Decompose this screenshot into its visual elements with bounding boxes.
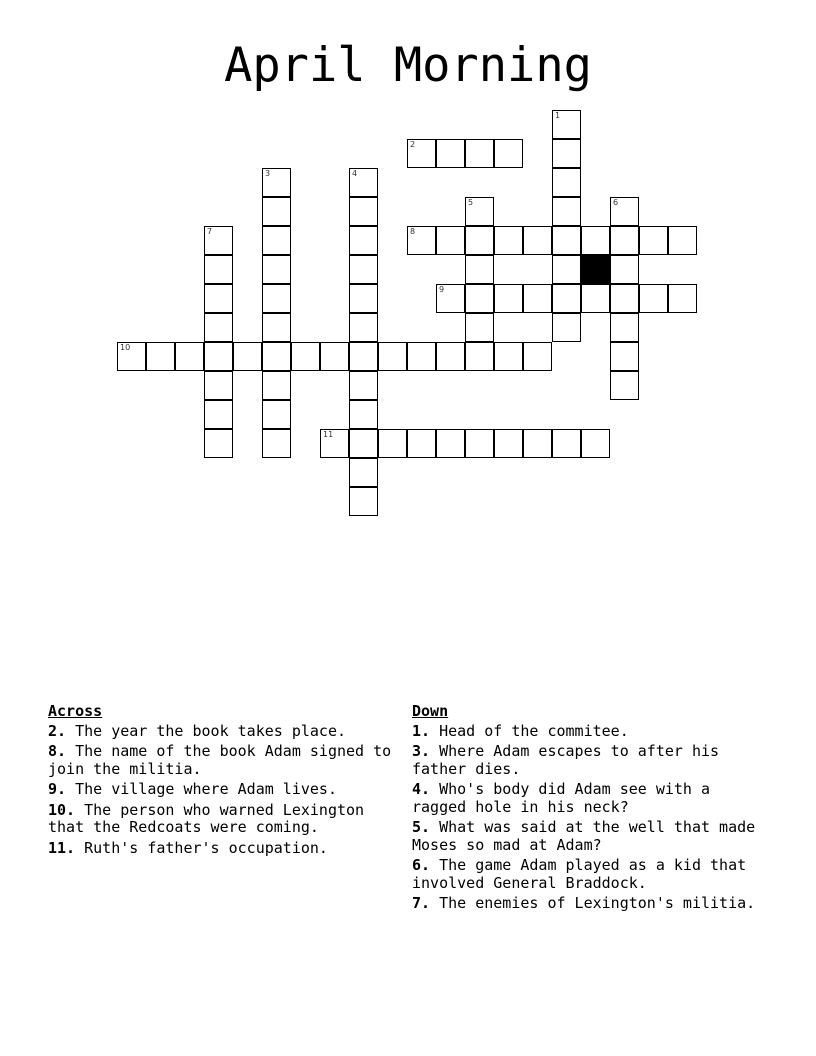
grid-cell[interactable]	[436, 226, 465, 255]
grid-cell[interactable]	[639, 284, 668, 313]
clue-text: Who's body did Adam see with a ragged hole in his neck?	[412, 780, 711, 816]
grid-cell[interactable]	[465, 255, 494, 284]
grid-cell[interactable]	[291, 342, 320, 371]
grid-cell[interactable]	[204, 284, 233, 313]
grid-cell[interactable]	[610, 342, 639, 371]
grid-cell[interactable]	[552, 197, 581, 226]
down-clue	[412, 743, 762, 778]
grid-cell[interactable]	[262, 255, 291, 284]
across-clue	[48, 723, 408, 741]
clue-text: The village where Adam lives.	[66, 780, 337, 798]
grid-cell[interactable]	[494, 139, 523, 168]
clue-number: 9.	[48, 780, 67, 798]
grid-cell[interactable]	[465, 284, 494, 313]
grid-cell[interactable]	[204, 429, 233, 458]
grid-cell[interactable]	[349, 197, 378, 226]
grid-cell[interactable]	[349, 487, 378, 516]
grid-cell[interactable]	[436, 342, 465, 371]
grid-cell[interactable]	[407, 226, 436, 255]
grid-cell[interactable]	[465, 313, 494, 342]
grid-cell[interactable]	[262, 342, 291, 371]
clue-number: 6.	[412, 856, 431, 874]
across-clue	[48, 840, 408, 858]
grid-cell[interactable]	[610, 371, 639, 400]
grid-cell[interactable]	[581, 226, 610, 255]
grid-cell[interactable]	[378, 429, 407, 458]
grid-cell[interactable]	[204, 255, 233, 284]
clue-number: 5	[468, 198, 474, 207]
black-square	[581, 255, 610, 284]
grid-cell[interactable]	[349, 371, 378, 400]
grid-cell[interactable]	[465, 429, 494, 458]
clue-number: 11	[323, 430, 334, 439]
grid-cell[interactable]	[262, 284, 291, 313]
grid-cell[interactable]	[523, 284, 552, 313]
clue-number: 10.	[48, 800, 76, 819]
grid-cell[interactable]	[262, 197, 291, 226]
grid-cell[interactable]	[668, 284, 697, 313]
grid-cell[interactable]	[436, 139, 465, 168]
grid-cell[interactable]	[262, 226, 291, 255]
down-clues	[412, 703, 762, 916]
grid-cell[interactable]	[552, 226, 581, 255]
grid-cell[interactable]	[349, 226, 378, 255]
clue-number: 9	[439, 285, 445, 294]
grid-cell[interactable]	[349, 168, 378, 197]
clue-number: 4	[352, 169, 358, 178]
grid-cell[interactable]	[552, 255, 581, 284]
grid-cell[interactable]	[552, 284, 581, 313]
grid-cell[interactable]	[233, 342, 262, 371]
clue-number: 3.	[412, 742, 431, 760]
puzzle-title: April Morning	[224, 38, 592, 93]
clue-number: 2.	[48, 721, 67, 740]
down-clue-list	[412, 723, 762, 913]
grid-cell[interactable]	[117, 342, 146, 371]
grid-cell[interactable]	[523, 226, 552, 255]
clue-text: Ruth's father's occupation.	[75, 838, 328, 857]
clue-number: 11.	[48, 838, 76, 857]
grid-cell[interactable]	[610, 226, 639, 255]
grid-cell[interactable]	[320, 429, 349, 458]
grid-cell[interactable]	[349, 400, 378, 429]
clue-number: 8.	[48, 742, 67, 760]
clue-number: 7	[207, 227, 213, 236]
grid-cell[interactable]	[349, 284, 378, 313]
grid-cell[interactable]	[407, 139, 436, 168]
grid-cell[interactable]	[610, 284, 639, 313]
grid-cell[interactable]	[175, 342, 204, 371]
grid-cell[interactable]	[349, 255, 378, 284]
down-clue	[412, 781, 762, 816]
grid-cell[interactable]	[349, 342, 378, 371]
grid-cell[interactable]	[262, 168, 291, 197]
down-clue	[412, 723, 762, 741]
across-clue	[48, 781, 408, 799]
grid-cell[interactable]	[262, 429, 291, 458]
clue-text: Head of the commitee.	[430, 721, 629, 740]
grid-cell[interactable]	[204, 400, 233, 429]
grid-cell[interactable]	[639, 226, 668, 255]
grid-cell[interactable]	[349, 458, 378, 487]
grid-cell[interactable]	[262, 371, 291, 400]
grid-cell[interactable]	[204, 313, 233, 342]
down-clue	[412, 857, 762, 892]
clue-text: The year the book takes place.	[66, 721, 347, 740]
grid-cell[interactable]	[349, 429, 378, 458]
grid-cell[interactable]	[465, 197, 494, 226]
clue-text: Where Adam escapes to after his father dies.	[412, 742, 720, 778]
grid-cell[interactable]	[552, 110, 581, 139]
clue-number: 4.	[412, 780, 431, 798]
grid-cell[interactable]	[494, 284, 523, 313]
clue-number: 7.	[412, 894, 431, 912]
grid-cell[interactable]	[610, 197, 639, 226]
grid-cell[interactable]	[552, 168, 581, 197]
grid-cell[interactable]	[668, 226, 697, 255]
grid-cell[interactable]	[523, 342, 552, 371]
down-clue	[412, 819, 762, 854]
grid-cell[interactable]	[552, 313, 581, 342]
across-heading: Across	[48, 702, 103, 720]
clue-text: The name of the book Adam signed to join the militia.	[48, 742, 392, 778]
grid-cell[interactable]	[436, 429, 465, 458]
grid-cell[interactable]	[581, 284, 610, 313]
grid-cell[interactable]	[320, 342, 349, 371]
clue-number: 2	[410, 140, 416, 149]
grid-cell[interactable]	[204, 226, 233, 255]
grid-cell[interactable]	[465, 342, 494, 371]
grid-cell[interactable]	[262, 313, 291, 342]
grid-cell[interactable]	[378, 342, 407, 371]
grid-cell[interactable]	[146, 342, 175, 371]
grid-cell[interactable]	[465, 226, 494, 255]
grid-cell[interactable]	[610, 313, 639, 342]
clue-number: 10	[120, 343, 131, 352]
grid-cell[interactable]	[436, 284, 465, 313]
clue-number: 8	[410, 227, 416, 236]
grid-cell[interactable]	[407, 429, 436, 458]
clue-number: 3	[265, 169, 271, 178]
clue-text: The person who warned Lexington that the Redcoats were coming.	[48, 800, 365, 836]
grid-cell[interactable]	[204, 371, 233, 400]
grid-cell[interactable]	[494, 342, 523, 371]
clue-text: The enemies of Lexington's militia.	[430, 894, 756, 912]
clue-number: 1.	[412, 721, 431, 740]
across-clue	[48, 802, 408, 837]
down-clue	[412, 895, 762, 913]
down-heading: Down	[412, 702, 449, 720]
grid-cell[interactable]	[204, 342, 233, 371]
across-clue-list	[48, 723, 408, 858]
clue-text: What was said at the well that made Moses so mad at Adam?	[412, 818, 756, 854]
grid-cell[interactable]	[494, 429, 523, 458]
across-clues	[48, 703, 408, 860]
across-clue	[48, 743, 408, 778]
grid-cell[interactable]	[262, 400, 291, 429]
clue-number: 1	[555, 111, 561, 120]
grid-cell[interactable]	[465, 139, 494, 168]
clue-text: The game Adam played as a kid that involved General Braddock.	[412, 856, 747, 892]
grid-cell[interactable]	[552, 429, 581, 458]
grid-cell[interactable]	[610, 255, 639, 284]
grid-cell[interactable]	[494, 226, 523, 255]
grid-cell[interactable]	[552, 139, 581, 168]
grid-cell[interactable]	[581, 429, 610, 458]
grid-cell[interactable]	[407, 342, 436, 371]
clue-number: 5.	[412, 818, 431, 836]
clue-number: 6	[613, 198, 619, 207]
grid-cell[interactable]	[349, 313, 378, 342]
grid-cell[interactable]	[523, 429, 552, 458]
